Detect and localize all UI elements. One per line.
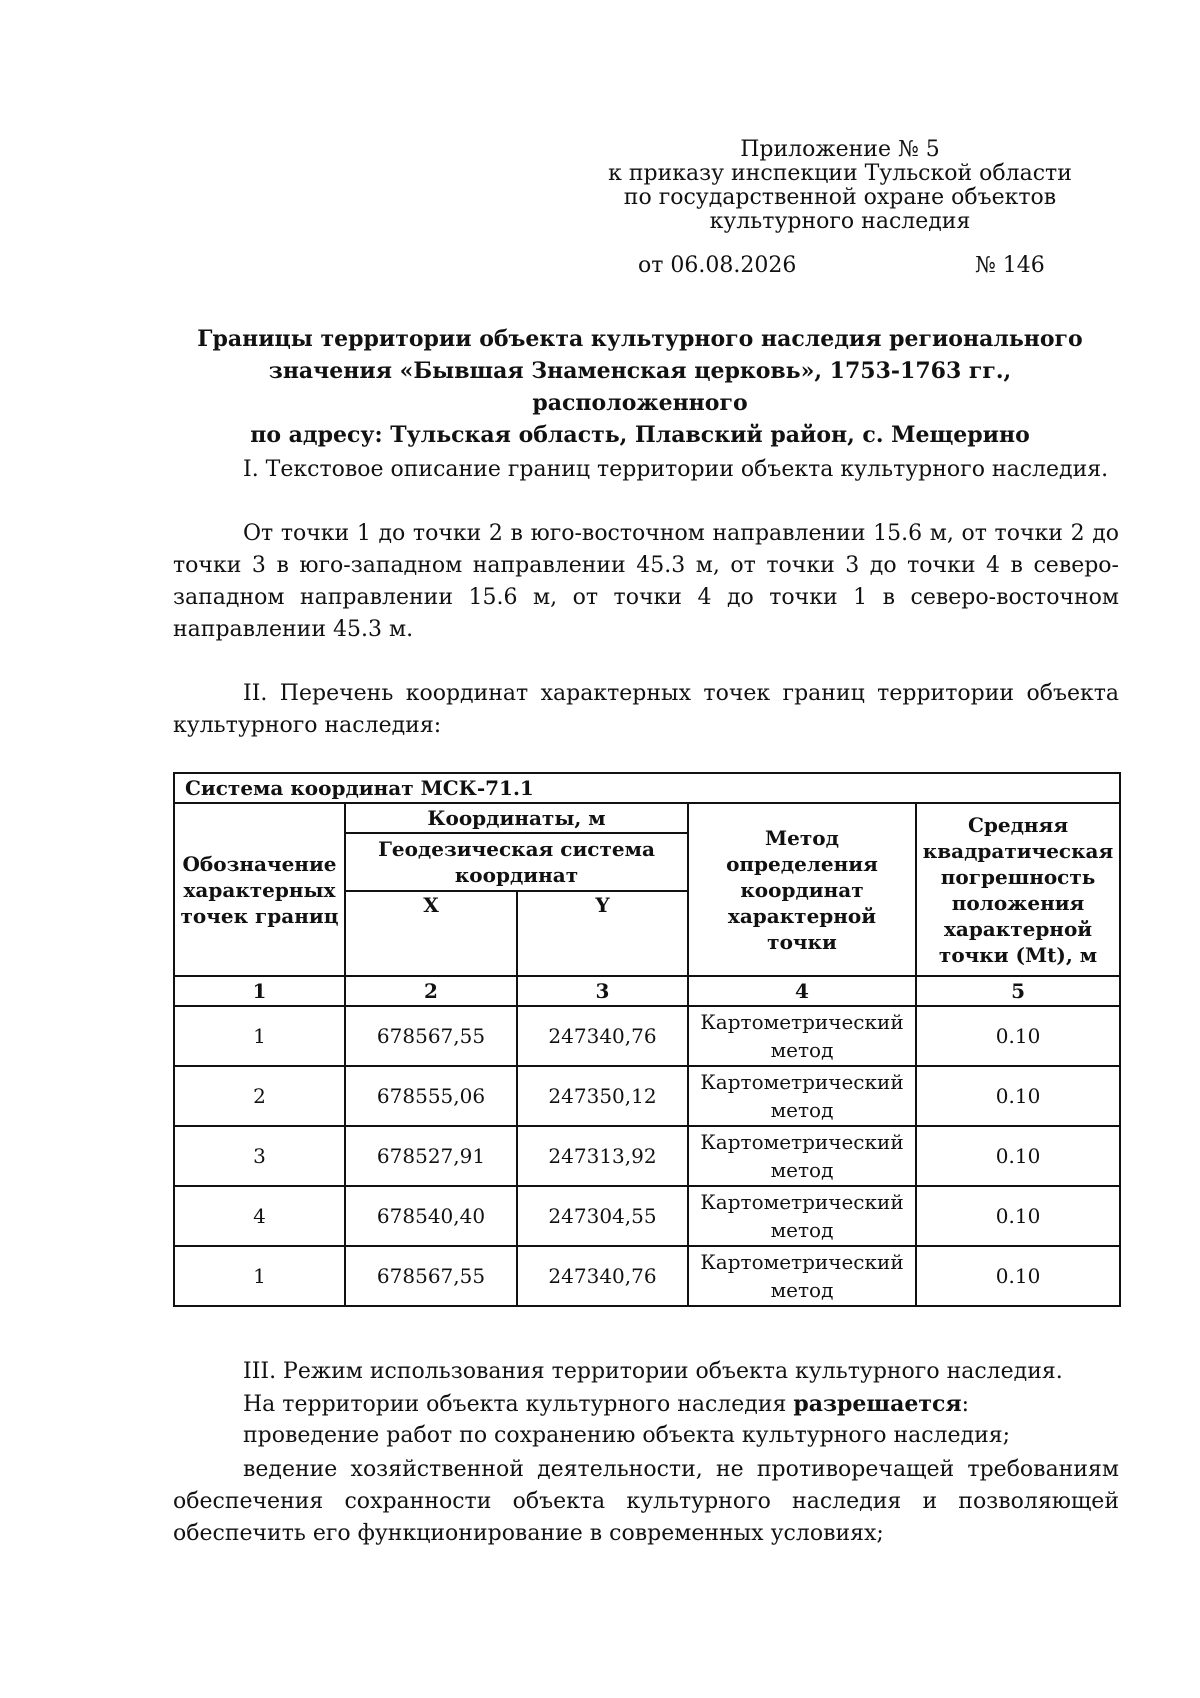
error-cell: 0.10 bbox=[916, 1066, 1120, 1126]
header-x: X bbox=[345, 891, 517, 976]
error-cell: 0.10 bbox=[916, 1246, 1120, 1306]
method-cell: Картометрический метод bbox=[688, 1006, 916, 1066]
allowed-colon: : bbox=[961, 1392, 970, 1417]
table-row bbox=[174, 1186, 1120, 1246]
document-title bbox=[160, 323, 1120, 451]
column-number: 1 bbox=[174, 976, 345, 1006]
method-cell: Картометрический метод bbox=[688, 1186, 916, 1246]
allowed-item: ведение хозяйственной деятельности, не противоречащей требованиям обеспечения сохранности объекта культурного наследия и позволяющей обеспечить его функционирование в современных условиях; bbox=[173, 1457, 1119, 1546]
y-cell: 247340,76 bbox=[517, 1246, 688, 1306]
table-row bbox=[174, 1246, 1120, 1306]
column-number: 3 bbox=[517, 976, 688, 1006]
column-number: 5 bbox=[916, 976, 1120, 1006]
point-cell: 2 bbox=[174, 1066, 345, 1126]
table-row bbox=[174, 1006, 1120, 1066]
point-cell: 3 bbox=[174, 1126, 345, 1186]
x-cell: 678540,40 bbox=[345, 1186, 517, 1246]
method-cell: Картометрический метод bbox=[688, 1246, 916, 1306]
header-error: Средняя квадратическая погрешность положения характерной точки (Mt), м bbox=[916, 803, 1120, 976]
header-coordinates: Координаты, м bbox=[345, 803, 688, 833]
header-y: Y bbox=[517, 891, 688, 976]
error-cell: 0.10 bbox=[916, 1126, 1120, 1186]
section1-text: От точки 1 до точки 2 в юго-восточном направлении 15.6 м, от точки 2 до точки 3 в юго-западном направлении 45.3 м, от точки 3 до точки 4 в северо-западном направлении 15.6 м, от точки 4 до точки 1 в северо-восточном направлении 45.3 м. bbox=[173, 521, 1119, 642]
y-cell: 247313,92 bbox=[517, 1126, 688, 1186]
x-cell: 678567,55 bbox=[345, 1246, 517, 1306]
header-geodetic-system: Геодезическая система координат bbox=[345, 833, 688, 891]
section1-heading: I. Текстовое описание границ территории объекта культурного наследия. bbox=[243, 457, 1109, 482]
column-number: 4 bbox=[688, 976, 916, 1006]
y-cell: 247304,55 bbox=[517, 1186, 688, 1246]
x-cell: 678555,06 bbox=[345, 1066, 517, 1126]
header-point-designation: Обозначение характерных точек границ bbox=[174, 803, 345, 976]
table-row bbox=[174, 1066, 1120, 1126]
allowed-intro-text: На территории объекта культурного наследия bbox=[243, 1392, 794, 1417]
error-cell: 0.10 bbox=[916, 1186, 1120, 1246]
appendix-line: культурного наследия bbox=[709, 209, 971, 234]
section3-heading: III. Режим использования территории объекта культурного наследия. bbox=[243, 1359, 1063, 1384]
section2-heading: II. Перечень координат характерных точек границ территории объекта культурного наследия: bbox=[173, 681, 1119, 738]
allowed-intro bbox=[173, 1388, 1119, 1421]
order-date: от 06.08.2026 bbox=[638, 253, 797, 278]
title-line: по адресу: Тульская область, Плавский район, с. Мещерино bbox=[250, 422, 1030, 448]
allowed-keyword: разрешается bbox=[793, 1391, 962, 1417]
point-cell: 1 bbox=[174, 1246, 345, 1306]
coordinate-system-cell: Система координат МСК-71.1 bbox=[174, 773, 1120, 803]
error-cell: 0.10 bbox=[916, 1006, 1120, 1066]
table-row bbox=[174, 1126, 1120, 1186]
method-cell: Картометрический метод bbox=[688, 1126, 916, 1186]
x-cell: 678567,55 bbox=[345, 1006, 517, 1066]
title-line: Границы территории объекта культурного наследия регионального bbox=[197, 326, 1083, 352]
coordinates-table bbox=[173, 772, 1121, 1307]
x-cell: 678527,91 bbox=[345, 1126, 517, 1186]
column-number: 2 bbox=[345, 976, 517, 1006]
appendix-line: по государственной охране объектов bbox=[623, 185, 1057, 210]
order-number: № 146 bbox=[975, 253, 1045, 278]
header-method: Метод определения координат характерной точки bbox=[688, 803, 916, 976]
title-line: значения «Бывшая Знаменская церковь», 1753-1763 гг., расположенного bbox=[268, 358, 1012, 416]
appendix-block bbox=[590, 138, 1090, 234]
appendix-line: к приказу инспекции Тульской области bbox=[608, 161, 1072, 186]
point-cell: 4 bbox=[174, 1186, 345, 1246]
appendix-line: Приложение № 5 bbox=[740, 137, 940, 162]
allowed-item: проведение работ по сохранению объекта культурного наследия; bbox=[243, 1423, 1011, 1448]
method-cell: Картометрический метод bbox=[688, 1066, 916, 1126]
y-cell: 247350,12 bbox=[517, 1066, 688, 1126]
point-cell: 1 bbox=[174, 1006, 345, 1066]
y-cell: 247340,76 bbox=[517, 1006, 688, 1066]
